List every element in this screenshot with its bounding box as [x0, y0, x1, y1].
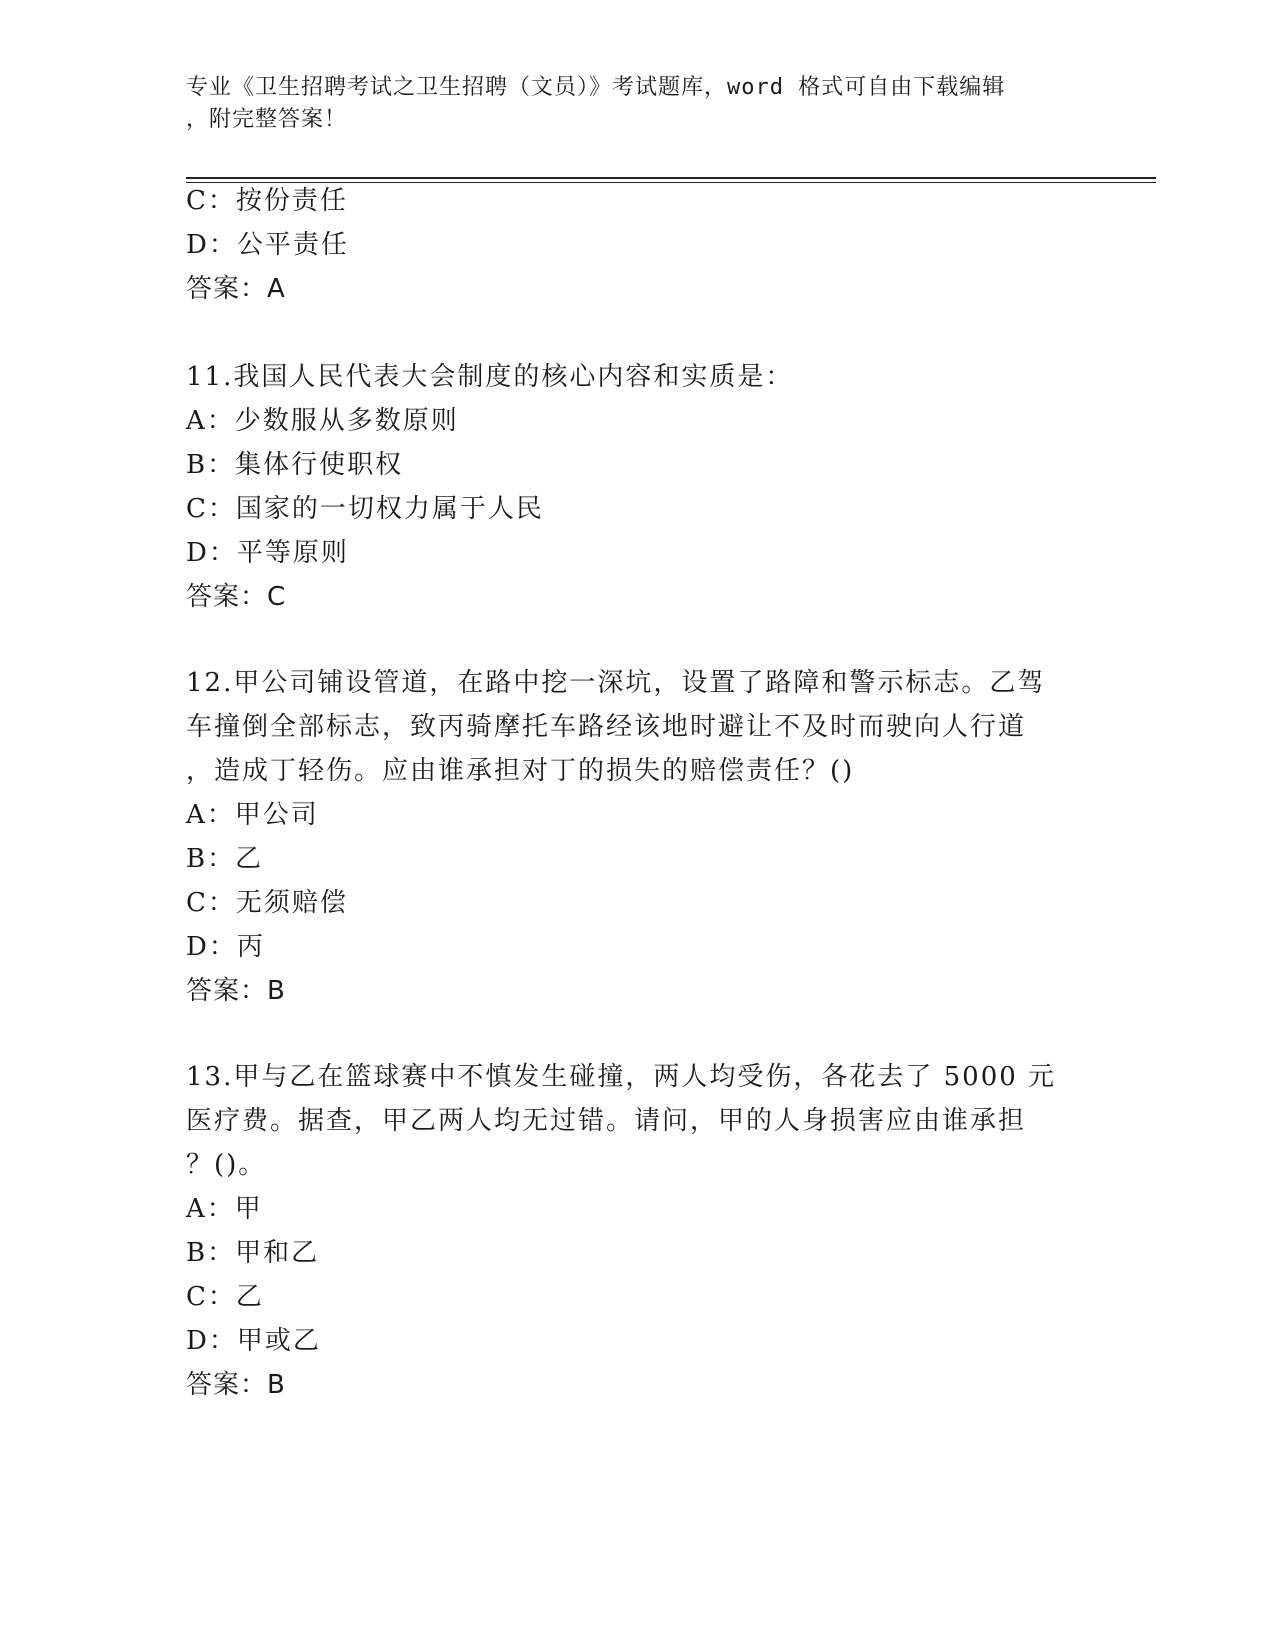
question-11-option-c: C：国家的一切权力属于人民 — [186, 494, 544, 524]
question-12-option-d: D：丙 — [186, 932, 265, 962]
question-11-option-b: B：集体行使职权 — [186, 450, 404, 480]
header-divider — [186, 177, 1156, 179]
prev-option-d: D：公平责任 — [186, 230, 349, 260]
question-12-option-b: B：乙 — [186, 844, 264, 874]
header-divider-thin — [186, 182, 1156, 183]
question-12-option-c: C：无须赔偿 — [186, 888, 348, 918]
question-11-answer: 答案：C — [186, 582, 287, 612]
question-11-option-d: D：平等原则 — [186, 538, 349, 568]
question-13-option-d: D：甲或乙 — [186, 1326, 321, 1356]
question-13-option-b: B：甲和乙 — [186, 1238, 320, 1268]
question-12-text-line-3: ，造成丁轻伤。应由谁承担对丁的损失的赔偿责任？() — [186, 756, 855, 786]
question-12-answer: 答案：B — [186, 976, 286, 1006]
question-11-option-a: A：少数服从多数原则 — [186, 406, 459, 436]
question-13-option-c: C：乙 — [186, 1282, 264, 1312]
document-header — [186, 72, 1066, 136]
prev-option-c: C：按份责任 — [186, 186, 348, 216]
question-13-text-line-1: 13.甲与乙在篮球赛中不慎发生碰撞，两人均受伤，各花去了 5000 元 — [186, 1062, 1057, 1092]
header-line-1: 专业《卫生招聘考试之卫生招聘（文员）》考试题库，word 格式可自由下载编辑 — [186, 75, 1006, 100]
question-13-text-line-2: 医疗费。据查，甲乙两人均无过错。请问，甲的人身损害应由谁承担 — [186, 1106, 1027, 1136]
question-12-text-line-2: 车撞倒全部标志，致丙骑摩托车路经该地时避让不及时而驶向人行道 — [186, 712, 1027, 742]
question-13-option-a: A：甲 — [186, 1194, 263, 1224]
header-line-2: ，附完整答案！ — [186, 107, 348, 132]
prev-answer: 答案：A — [186, 274, 286, 304]
question-12-text-line-1: 12.甲公司铺设管道，在路中挖一深坑，设置了路障和警示标志。乙驾 — [186, 668, 1046, 698]
question-11-text: 11.我国人民代表大会制度的核心内容和实质是： — [186, 362, 794, 392]
question-13-text-line-3: ？()。 — [186, 1150, 267, 1180]
question-12-option-a: A：甲公司 — [186, 800, 319, 830]
question-13-answer: 答案：B — [186, 1370, 286, 1400]
